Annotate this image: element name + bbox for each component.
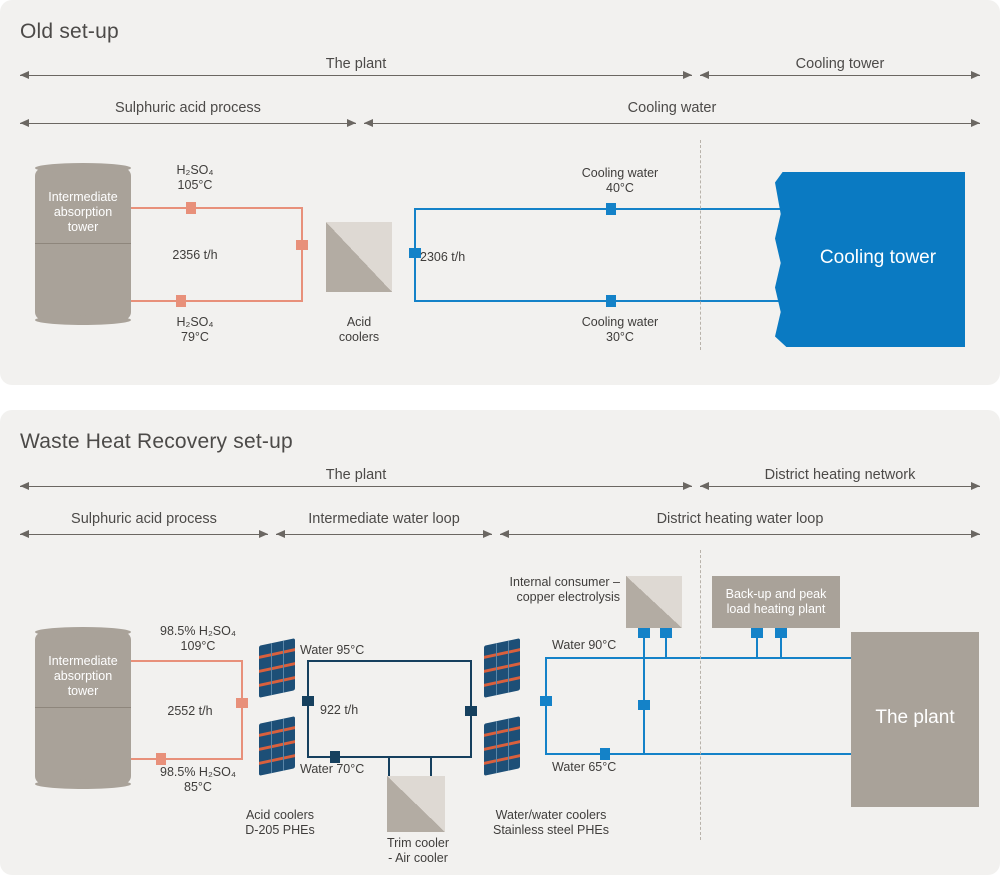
whr-the-plant-label: The plant xyxy=(875,707,955,728)
whr-trim-cooler-label-line1: Trim cooler xyxy=(386,836,450,850)
whr-ww-cooler-phe-top xyxy=(484,638,520,698)
whr-tower-label-line2: absorption xyxy=(53,669,113,683)
whr-span-plant-label: The plant xyxy=(325,467,387,483)
whr-span-sulphuric-label: Sulphuric acid process xyxy=(71,511,217,527)
whr-dh-hot-label: Water 90°C xyxy=(552,638,617,652)
old-acid-coolers-label-line1: Acid xyxy=(346,315,372,329)
cooling-tower-shape-label: Cooling tower xyxy=(819,247,937,268)
whr-ww-coolers-label-line2: Stainless steel PHEs xyxy=(492,823,610,837)
whr-backup-plant-arrow-2 xyxy=(775,628,787,638)
old-acid-cold-pipe xyxy=(131,300,303,302)
whr-acid-cooler-phe-top xyxy=(259,638,295,698)
old-acid-cold-temp: 79°C xyxy=(181,330,209,344)
old-span-cooling-tower-arrow xyxy=(700,75,980,76)
whr-dh-cold-arrow xyxy=(600,748,610,760)
whr-tower-label-line1: Intermediate xyxy=(48,654,118,668)
whr-trim-cooler-box xyxy=(387,776,445,832)
old-span-cooling-tower-label: Cooling tower xyxy=(795,56,885,72)
whr-acid-hot-label: 98.5% H₂SO₄ xyxy=(160,624,236,638)
whr-acid-coolers-label-line2: D-205 PHEs xyxy=(245,823,315,837)
old-acid-cold-text: H₂SO₄ xyxy=(176,315,214,329)
whr-internal-consumer-box xyxy=(626,576,682,628)
whr-internal-consumer-arrow-2 xyxy=(660,628,672,638)
whr-internal-consumer-label-line1: Internal consumer – xyxy=(509,575,620,589)
old-tower-label-line2: absorption xyxy=(53,205,113,219)
old-cw-cold-arrow xyxy=(606,295,616,307)
old-acid-cold-label-line1 xyxy=(140,315,250,330)
whr-backup-plant-label-line2: load heating plant xyxy=(726,602,826,616)
whr-span-district-arrow xyxy=(700,486,980,487)
whr-dh-left-riser xyxy=(545,657,547,755)
old-boundary-divider xyxy=(700,140,701,350)
whr-water-left-riser xyxy=(307,660,309,758)
whr-tower-top-cap xyxy=(35,627,131,637)
old-acid-hot-pipe xyxy=(131,207,303,209)
whr-trim-cooler-branch-left xyxy=(388,756,390,776)
whr-backup-plant-box xyxy=(712,576,840,628)
whr-setup-panel xyxy=(0,410,1000,875)
whr-span-plant-arrow xyxy=(20,486,692,487)
whr-water-up-arrow xyxy=(302,696,314,706)
old-tower-label-line1: Intermediate xyxy=(48,190,118,204)
old-cw-cold-temp: 30°C xyxy=(606,330,634,344)
old-span-cooling-water-arrow xyxy=(364,123,980,124)
old-cw-hot-arrow xyxy=(606,203,616,215)
old-setup-panel xyxy=(0,0,1000,385)
whr-span-dh-label: District heating water loop xyxy=(656,511,824,527)
whr-acid-cold-arrow xyxy=(156,753,166,765)
old-acid-coolers-label-line2: coolers xyxy=(338,330,380,344)
old-acid-right-riser xyxy=(301,207,303,302)
whr-setup-title: Waste Heat Recovery set-up xyxy=(20,430,293,453)
old-tower-top-cap xyxy=(35,163,131,173)
whr-span-district-label: District heating network xyxy=(764,467,916,483)
whr-span-sulphuric-arrow xyxy=(20,534,268,535)
old-span-cooling-water-label: Cooling water xyxy=(627,100,717,116)
whr-water-flow-label: 922 t/h xyxy=(320,703,359,717)
whr-acid-cold-label: 98.5% H₂SO₄ xyxy=(160,765,236,779)
whr-span-dh-arrow xyxy=(500,534,980,535)
whr-ww-coolers-label-line1: Water/water coolers xyxy=(495,808,607,822)
whr-water-down-arrow xyxy=(465,706,477,716)
old-tower-divider xyxy=(35,243,131,244)
old-acid-hot-text: H₂SO₄ xyxy=(176,163,214,177)
whr-backup-plant-label-line1: Back-up and peak xyxy=(725,587,827,601)
old-cw-hot-temp: 40°C xyxy=(606,181,634,195)
whr-boundary-divider xyxy=(700,550,701,840)
whr-span-intermediate-label: Intermediate water loop xyxy=(308,511,460,527)
whr-water-hot-label: Water 95°C xyxy=(300,643,365,657)
whr-tower-bottom-cap xyxy=(35,779,131,789)
whr-internal-consumer-label-line2: copper electrolysis xyxy=(516,590,620,604)
whr-tower-label-line3: tower xyxy=(67,684,99,698)
old-span-plant-label: The plant xyxy=(325,56,387,72)
old-acid-hot-arrow xyxy=(186,202,196,214)
whr-acid-cooler-phe-bottom xyxy=(259,716,295,776)
whr-intermediate-absorption-tower xyxy=(35,632,131,784)
old-cw-flow-label: 2306 t/h xyxy=(420,250,466,264)
whr-backup-plant-arrow-1 xyxy=(751,628,763,638)
whr-acid-cold-pipe xyxy=(131,758,243,760)
whr-internal-consumer-down-arrow xyxy=(638,700,650,710)
whr-dh-cold-label: Water 65°C xyxy=(552,760,617,774)
old-acid-coolers-box xyxy=(326,222,392,292)
old-span-sulphuric-label: Sulphuric acid process xyxy=(115,100,261,116)
whr-dh-up-arrow xyxy=(540,696,552,706)
whr-acid-hot-temp: 109°C xyxy=(180,639,216,653)
old-cw-hot-label: Cooling water xyxy=(581,166,659,180)
whr-span-intermediate-arrow xyxy=(276,534,492,535)
whr-acid-coolers-label-line1: Acid coolers xyxy=(245,808,315,822)
whr-internal-consumer-arrow-1 xyxy=(638,628,650,638)
old-tower-label-line3: tower xyxy=(67,220,99,234)
old-acid-flow-label: 2356 t/h xyxy=(172,248,218,262)
old-acid-hot-temp: 105°C xyxy=(177,178,213,192)
old-intermediate-absorption-tower xyxy=(35,168,131,320)
whr-acid-hot-pipe xyxy=(131,660,243,662)
old-acid-down-arrow xyxy=(296,240,308,250)
whr-trim-cooler-label-line2: - Air cooler xyxy=(388,851,448,865)
whr-ww-cooler-phe-bottom xyxy=(484,716,520,776)
old-setup-title: Old set-up xyxy=(20,20,119,43)
old-acid-hot-label-line1 xyxy=(140,163,250,178)
whr-trim-cooler-branch-right xyxy=(430,756,432,776)
whr-acid-flow-label: 2552 t/h xyxy=(167,704,213,718)
whr-tower-divider xyxy=(35,707,131,708)
whr-water-cold-label: Water 70°C xyxy=(300,762,365,776)
old-span-sulphuric-arrow xyxy=(20,123,356,124)
old-span-plant-arrow xyxy=(20,75,692,76)
whr-the-plant-box xyxy=(851,632,979,807)
whr-water-hot-pipe xyxy=(307,660,472,662)
old-acid-cold-arrow xyxy=(176,295,186,307)
old-tower-bottom-cap xyxy=(35,315,131,325)
whr-acid-cold-temp: 85°C xyxy=(184,780,212,794)
old-cw-cold-label: Cooling water xyxy=(581,315,659,329)
